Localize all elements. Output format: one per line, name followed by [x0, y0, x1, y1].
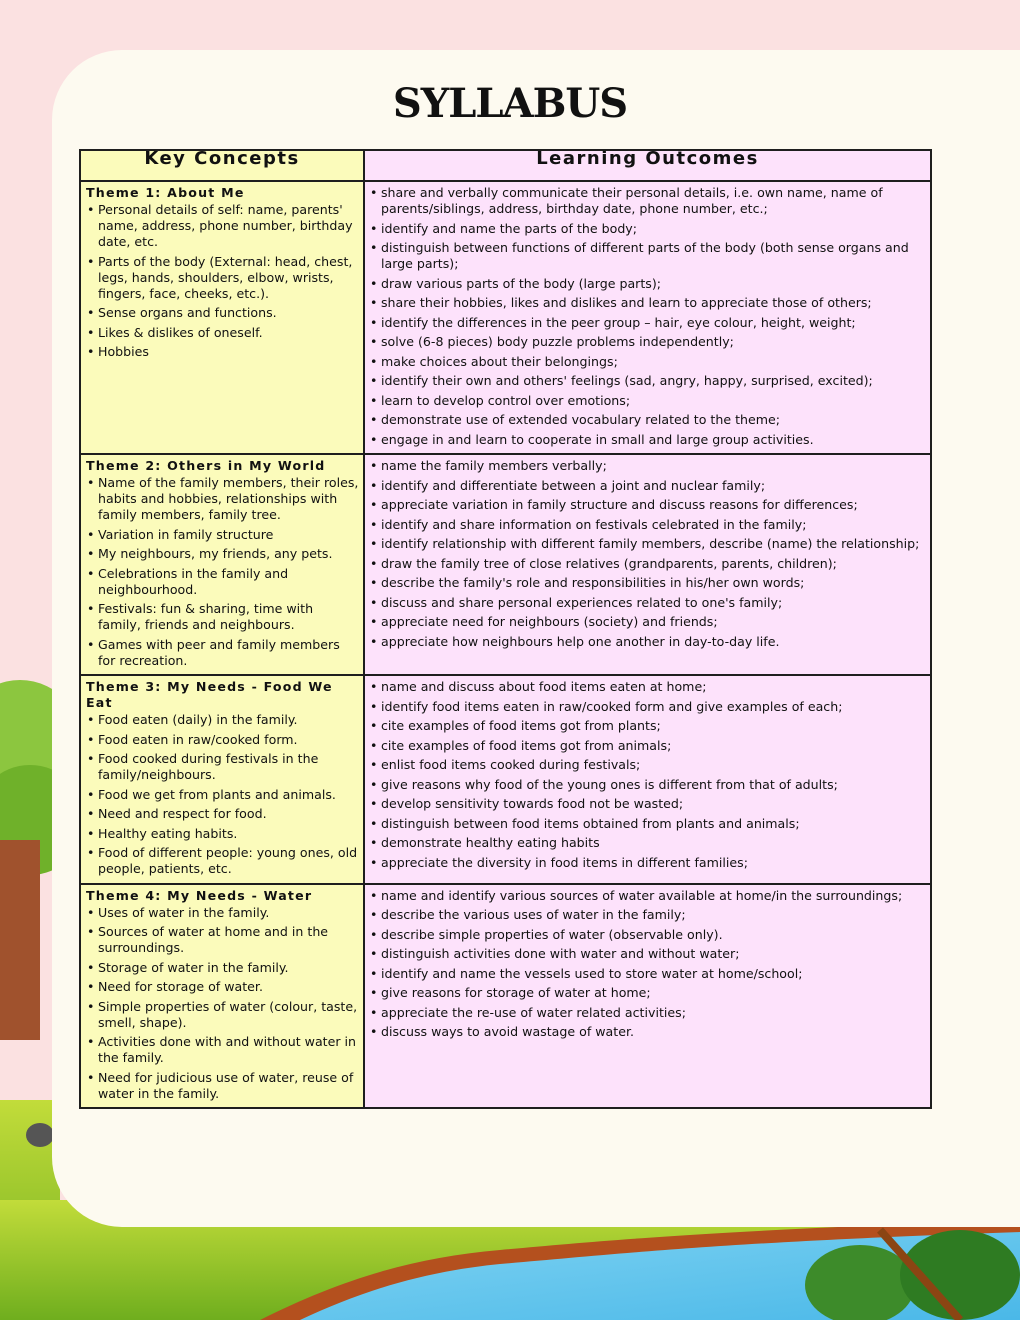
concept-item: • Sources of water at home and in the surroundings.: [86, 924, 359, 956]
outcome-item: • identify their own and others' feelings (sad, angry, happy, surprised, excited);: [369, 373, 922, 389]
concept-item: • Uses of water in the family.: [86, 905, 359, 921]
outcome-item: • draw the family tree of close relatives (grandparents, parents, children);: [369, 556, 922, 572]
theme-title: Theme 2: Others in My World: [86, 458, 326, 473]
outcome-item: • identify relationship with different family members, describe (name) the relationship;: [369, 536, 922, 552]
concept-list: [86, 202, 359, 360]
outcome-list: [369, 888, 922, 1041]
concept-item: • Activities done with and without water in the family.: [86, 1034, 359, 1066]
key-concepts-cell: [80, 675, 364, 884]
concept-item: • My neighbours, my friends, any pets.: [86, 546, 359, 562]
concept-item: • Variation in family structure: [86, 527, 359, 543]
table-row: [80, 454, 931, 675]
outcome-item: • appreciate need for neighbours (society) and friends;: [369, 614, 922, 630]
outcome-item: • enlist food items cooked during festivals;: [369, 757, 922, 773]
outcome-item: • name and discuss about food items eaten at home;: [369, 679, 922, 695]
learning-outcomes-cell: [364, 181, 931, 454]
page-title: SYLLABUS: [392, 80, 628, 127]
learning-outcomes-cell: [364, 675, 931, 884]
concept-list: [86, 475, 359, 669]
outcome-item: • cite examples of food items got from animals;: [369, 738, 922, 754]
outcome-item: • identify and share information on festivals celebrated in the family;: [369, 517, 922, 533]
outcome-list: [369, 679, 922, 871]
outcome-item: • draw various parts of the body (large parts);: [369, 276, 922, 292]
outcome-item: • learn to develop control over emotions;: [369, 393, 922, 409]
outcome-item: • name and identify various sources of water available at home/in the surroundings;: [369, 888, 922, 904]
outcome-item: • distinguish activities done with water and without water;: [369, 946, 922, 962]
learning-outcomes-header: Learning Outcomes: [364, 150, 931, 181]
concept-item: • Food eaten (daily) in the family.: [86, 712, 359, 728]
key-concepts-cell: [80, 181, 364, 454]
concept-item: • Food of different people: young ones, old people, patients, etc.: [86, 845, 359, 877]
learning-outcomes-cell: [364, 884, 931, 1109]
outcome-item: • cite examples of food items got from plants;: [369, 718, 922, 734]
outcome-item: • describe the family's role and responsibilities in his/her own words;: [369, 575, 922, 591]
outcome-item: • demonstrate healthy eating habits: [369, 835, 922, 851]
outcome-item: • identify food items eaten in raw/cooked form and give examples of each;: [369, 699, 922, 715]
outcome-item: • name the family members verbally;: [369, 458, 922, 474]
concept-item: • Festivals: fun & sharing, time with family, friends and neighbours.: [86, 601, 359, 633]
outcome-item: • demonstrate use of extended vocabulary related to the theme;: [369, 412, 922, 428]
table-row: [80, 884, 931, 1109]
concept-list: [86, 905, 359, 1102]
key-concepts-cell: [80, 454, 364, 675]
syllabus-table: [79, 149, 932, 1109]
concept-item: • Simple properties of water (colour, taste, smell, shape).: [86, 999, 359, 1031]
learning-outcomes-cell: [364, 454, 931, 675]
outcome-item: • appreciate the re-use of water related activities;: [369, 1005, 922, 1021]
outcome-item: • discuss and share personal experiences related to one's family;: [369, 595, 922, 611]
concept-item: • Celebrations in the family and neighbourhood.: [86, 566, 359, 598]
outcome-item: • appreciate variation in family structure and discuss reasons for differences;: [369, 497, 922, 513]
concept-item: • Games with peer and family members for recreation.: [86, 637, 359, 669]
concept-item: • Need and respect for food.: [86, 806, 359, 822]
outcome-item: • solve (6-8 pieces) body puzzle problems independently;: [369, 334, 922, 350]
outcome-item: • appreciate how neighbours help one another in day-to-day life.: [369, 634, 922, 650]
outcome-item: • engage in and learn to cooperate in small and large group activities.: [369, 432, 922, 448]
outcome-item: • distinguish between food items obtained from plants and animals;: [369, 816, 922, 832]
outcome-item: • identify and differentiate between a joint and nuclear family;: [369, 478, 922, 494]
concept-item: • Personal details of self: name, parents' name, address, phone number, birthday date, etc.: [86, 202, 359, 250]
concept-list: [86, 712, 359, 877]
outcome-item: • give reasons why food of the young ones is different from that of adults;: [369, 777, 922, 793]
concept-item: • Sense organs and functions.: [86, 305, 359, 321]
outcome-item: • appreciate the diversity in food items in different families;: [369, 855, 922, 871]
theme-title: Theme 4: My Needs - Water: [86, 887, 313, 903]
outcome-item: • develop sensitivity towards food not be wasted;: [369, 796, 922, 812]
table-row: [80, 181, 931, 454]
concept-item: • Name of the family members, their roles, habits and hobbies, relationships with family members, family tree.: [86, 475, 359, 523]
concept-item: • Food we get from plants and animals.: [86, 787, 359, 803]
key-concepts-cell: [80, 884, 364, 1109]
table-row: [80, 675, 931, 884]
outcome-item: • share and verbally communicate their personal details, i.e. own name, name of parents/siblings, address, birthday date, phone number, etc.;: [369, 185, 922, 217]
concept-item: • Healthy eating habits.: [86, 826, 359, 842]
table-header-row: [80, 150, 931, 181]
concept-item: • Food eaten in raw/cooked form.: [86, 732, 359, 748]
concept-item: • Food cooked during festivals in the family/neighbours.: [86, 751, 359, 783]
concept-item: • Likes & dislikes of oneself.: [86, 325, 359, 341]
concept-item: • Need for storage of water.: [86, 979, 359, 995]
concept-item: • Hobbies: [86, 344, 359, 360]
theme-title: Theme 1: About Me: [86, 185, 245, 200]
outcome-item: • describe the various uses of water in the family;: [369, 907, 922, 923]
outcome-item: • identify and name the parts of the body;: [369, 221, 922, 237]
outcome-item: • give reasons for storage of water at home;: [369, 985, 922, 1001]
outcome-item: • describe simple properties of water (observable only).: [369, 927, 922, 943]
outcome-item: • identify the differences in the peer group – hair, eye colour, height, weight;: [369, 315, 922, 331]
outcome-list: [369, 458, 922, 650]
theme-title: Theme 3: My Needs - Food We Eat: [86, 679, 333, 710]
outcome-item: • share their hobbies, likes and dislikes and learn to appreciate those of others;: [369, 295, 922, 311]
key-concepts-header: Key Concepts: [80, 150, 364, 181]
outcome-list: [369, 185, 922, 448]
concept-item: • Storage of water in the family.: [86, 960, 359, 976]
outcome-item: • discuss ways to avoid wastage of water.: [369, 1024, 922, 1040]
outcome-item: • distinguish between functions of different parts of the body (both sense organs and large parts);: [369, 240, 922, 272]
concept-item: • Need for judicious use of water, reuse of water in the family.: [86, 1070, 359, 1102]
concept-item: • Parts of the body (External: head, chest, legs, hands, shoulders, elbow, wrists, fingers, face, cheeks, etc.).: [86, 254, 359, 302]
syllabus-body: [80, 181, 931, 1108]
outcome-item: • make choices about their belongings;: [369, 354, 922, 370]
outcome-item: • identify and name the vessels used to store water at home/school;: [369, 966, 922, 982]
